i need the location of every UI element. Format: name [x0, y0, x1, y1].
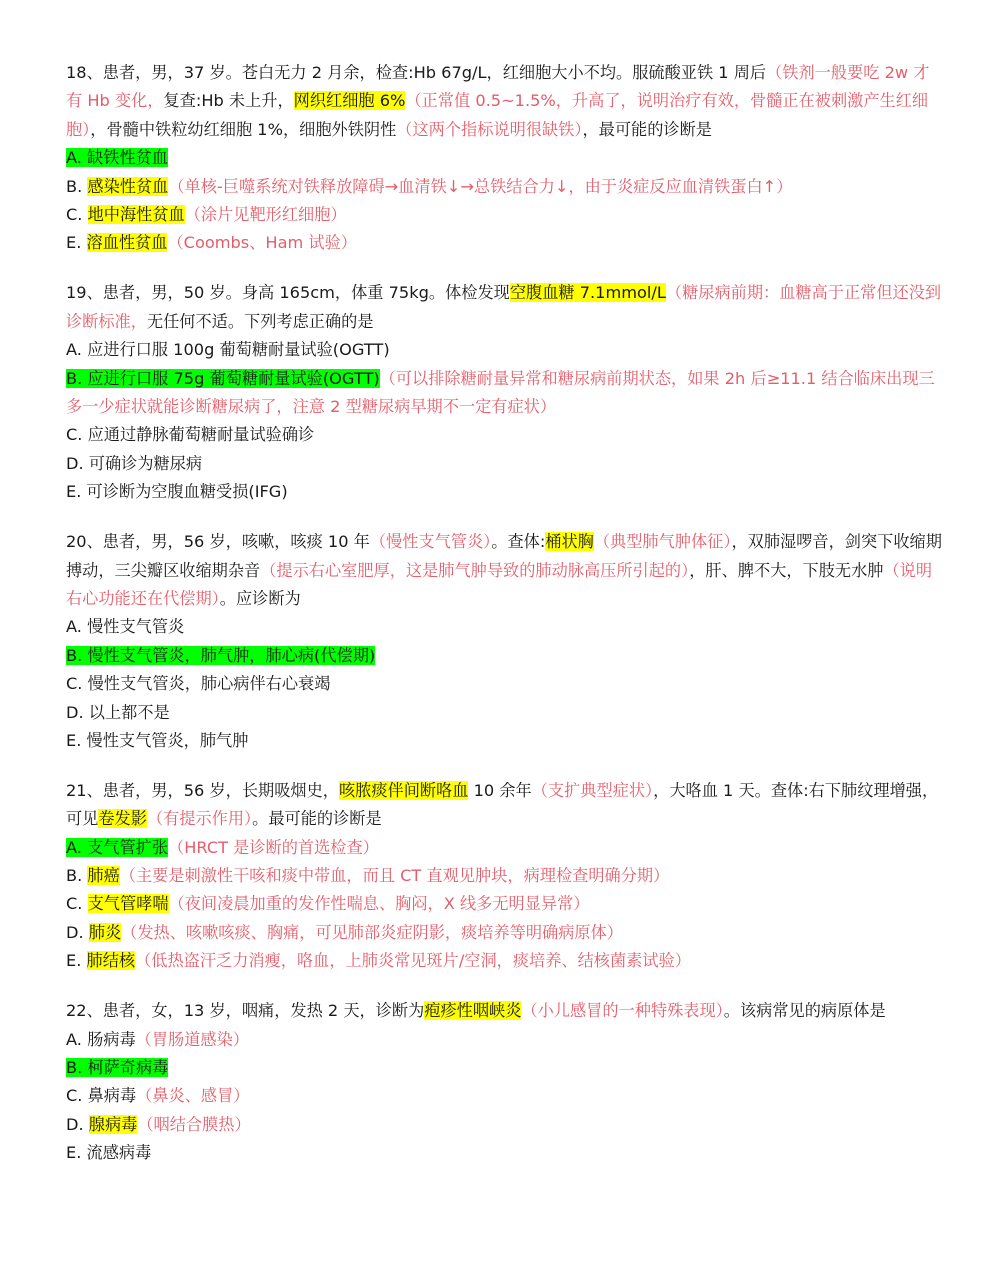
annotation: （提示右心室肥厚，这是肺气肿导致的肺动脉高压所引起的）	[260, 560, 690, 580]
question-stem: 21、患者，男，56 岁，长期吸烟史，咳脓痰伴间断咯血 10 余年（支扩典型症状），大咯血 1 天。查体:右下肺纹理增强，可见卷发影（有提示作用）。最可能的诊断是	[66, 780, 939, 829]
highlight: 感染性贫血	[87, 176, 169, 196]
question-stem: 19、患者，男，50 岁。身高 165cm，体重 75kg。体检发现空腹血糖 7.1mmol/L（糖尿病前期：血糖高于正常但还没到诊断标准，无任何不适。下列考虑正确的是	[66, 283, 942, 331]
highlight: 卷发影	[98, 809, 147, 829]
option: C. 支气管哮喘（夜间凌晨加重的发作性喘息、胸闷，X 线多无明显异常）	[66, 894, 590, 914]
highlight: 地中海性贫血	[87, 205, 185, 225]
option: E. 流感病毒	[66, 1143, 152, 1163]
annotation: （正常值 0.5~1.5%，升高了，说明治疗有效，骨髓正在被刺激产生红细胞）	[66, 91, 929, 139]
option-correct: B. 应进行口服 75g 葡萄糖耐量试验(OGTT)（可以排除糖耐量异常和糖尿病前期状态，如果 2h 后≥11.1 结合临床出现三多一少症状就能诊断糖尿病了，注意 2 型糖尿病早期不一定有症状）	[66, 368, 935, 416]
annotation: （低热盗汗乏力消瘦，咯血，上肺炎常见斑片/空洞，痰培养、结核菌素试验）	[135, 951, 691, 971]
question-stem: 20、患者，男，56 岁，咳嗽，咳痰 10 年（慢性支气管炎）。查体:桶状胸（典型肺气肿体征），双肺湿啰音，剑突下收缩期搏动，三尖瓣区收缩期杂音（提示右心室肥厚，这是肺气肿导致的肺动脉高压所引起的），肝、脾不大，下肢无水肿（说明右心功能还在代偿期）。应诊断为	[66, 532, 942, 608]
option: C. 鼻病毒（鼻炎、感冒）	[66, 1086, 250, 1106]
annotation: （这两个指标说明很缺铁）	[396, 119, 583, 139]
option: E. 慢性支气管炎，肺气肿	[66, 730, 249, 750]
option: D. 可确诊为糖尿病	[66, 453, 203, 473]
option: E. 溶血性贫血（Coombs、Ham 试验）	[66, 233, 357, 253]
question-18	[66, 59, 942, 258]
question-20	[66, 528, 942, 755]
annotation: （夜间凌晨加重的发作性喘息、胸闷，X 线多无明显异常）	[168, 894, 590, 914]
option: A. 肠病毒（胃肠道感染）	[66, 1029, 249, 1049]
highlight: 溶血性贫血	[86, 233, 168, 253]
option: B. 肺癌（主要是刺激性干咳和痰中带血，而且 CT 直观见肿块，病理检查明确分期）	[66, 866, 670, 886]
option-correct: B. 柯萨奇病毒	[66, 1058, 169, 1077]
option: B. 感染性贫血（单核-巨噬系统对铁释放障碍→血清铁↓→总铁结合力↓，由于炎症反应血清铁蛋白↑）	[66, 176, 793, 196]
document-page	[66, 59, 942, 1189]
annotation: （发热、咳嗽咳痰、胸痛，可见肺部炎症阴影，痰培养等明确病原体）	[121, 922, 623, 942]
highlight: 桶状胸	[545, 532, 594, 552]
option: C. 地中海性贫血（涂片见靶形红细胞）	[66, 205, 347, 225]
annotation: （可以排除糖耐量异常和糖尿病前期状态，如果 2h 后≥11.1 结合临床出现三多一少症状就能诊断糖尿病了，注意 2 型糖尿病早期不一定有症状）	[66, 368, 935, 416]
annotation: （Coombs、Ham 试验）	[167, 233, 357, 253]
highlight: 网织红细胞 6%	[293, 91, 406, 111]
annotation: （胃肠道感染）	[135, 1029, 249, 1049]
annotation: （铁剂一般要吃 2w 才有 Hb 变化，	[66, 63, 930, 111]
highlight: 空腹血糖 7.1mmol/L	[509, 283, 666, 303]
annotation: （糖尿病前期：血糖高于正常但还没到诊断标准，	[66, 283, 942, 331]
option-correct: B. 慢性支气管炎，肺气肿，肺心病(代偿期)	[66, 645, 376, 665]
option: A. 慢性支气管炎	[66, 617, 185, 637]
option: A. 应进行口服 100g 葡萄糖耐量试验(OGTT)	[66, 340, 390, 360]
option: D. 腺病毒（咽结合膜热）	[66, 1114, 251, 1134]
option: D. 以上都不是	[66, 702, 170, 722]
annotation: （主要是刺激性干咳和痰中带血，而且 CT 直观见肿块，病理检查明确分期）	[119, 866, 670, 886]
question-22	[66, 997, 942, 1167]
question-stem: 22、患者，女，13 岁，咽痛，发热 2 天，诊断为疱疹性咽峡炎（小儿感冒的一种特殊表现）。该病常见的病原体是	[66, 1001, 886, 1021]
annotation: （鼻炎、感冒）	[136, 1086, 250, 1106]
annotation: （慢性支气管炎）	[369, 532, 492, 552]
highlight: 支气管哮喘	[87, 894, 169, 914]
highlight: 疱疹性咽峡炎	[424, 1001, 522, 1021]
highlight: 咳脓痰伴间断咯血	[338, 780, 469, 800]
option: D. 肺炎（发热、咳嗽咳痰、胸痛，可见肺部炎症阴影，痰培养等明确病原体）	[66, 922, 623, 942]
annotation: （典型肺气肿体征）	[593, 532, 732, 552]
option: C. 应通过静脉葡萄糖耐量试验确诊	[66, 425, 315, 445]
highlight: 肺结核	[86, 951, 136, 971]
annotation: （单核-巨噬系统对铁释放障碍→血清铁↓→总铁结合力↓，由于炎症反应血清铁蛋白↑）	[168, 176, 793, 196]
option: E. 肺结核（低热盗汗乏力消瘦，咯血，上肺炎常见斑片/空洞，痰培养、结核菌素试验）	[66, 951, 691, 971]
option: E. 可诊断为空腹血糖受损(IFG)	[66, 482, 288, 502]
highlight: 肺癌	[87, 866, 120, 886]
highlight: 肺炎	[88, 922, 122, 942]
highlight: 腺病毒	[88, 1114, 138, 1134]
option-correct: A. 缺铁性贫血	[66, 148, 169, 168]
annotation: （支扩典型症状）	[531, 780, 654, 800]
question-stem: 18、患者，男，37 岁。苍白无力 2 月余，检查:Hb 67g/L，红细胞大小不均。服硫酸亚铁 1 周后（铁剂一般要吃 2w 才有 Hb 变化，复查:Hb 未上升，网织红细胞 6%（正常值 0.5~1.5%，升高了，说明治疗有效，骨髓正在被刺激产生红细胞），骨髓中铁粒幼红细胞 1%，细胞外铁阴性（这两个指标说明很缺铁），最可能的诊断是	[66, 63, 930, 139]
question-19	[66, 279, 942, 506]
option-correct: A. 支气管扩张（HRCT 是诊断的首选检查）	[66, 837, 379, 857]
annotation: （小儿感冒的一种特殊表现）	[521, 1001, 724, 1021]
annotation: （咽结合膜热）	[137, 1114, 251, 1134]
annotation: （涂片见靶形红细胞）	[184, 205, 347, 225]
option: C. 慢性支气管炎，肺心病伴右心衰竭	[66, 674, 331, 694]
annotation: （有提示作用）	[146, 809, 253, 829]
annotation: （HRCT 是诊断的首选检查）	[168, 837, 379, 857]
annotation: （说明右心功能还在代偿期）	[66, 560, 933, 608]
question-21	[66, 777, 942, 976]
